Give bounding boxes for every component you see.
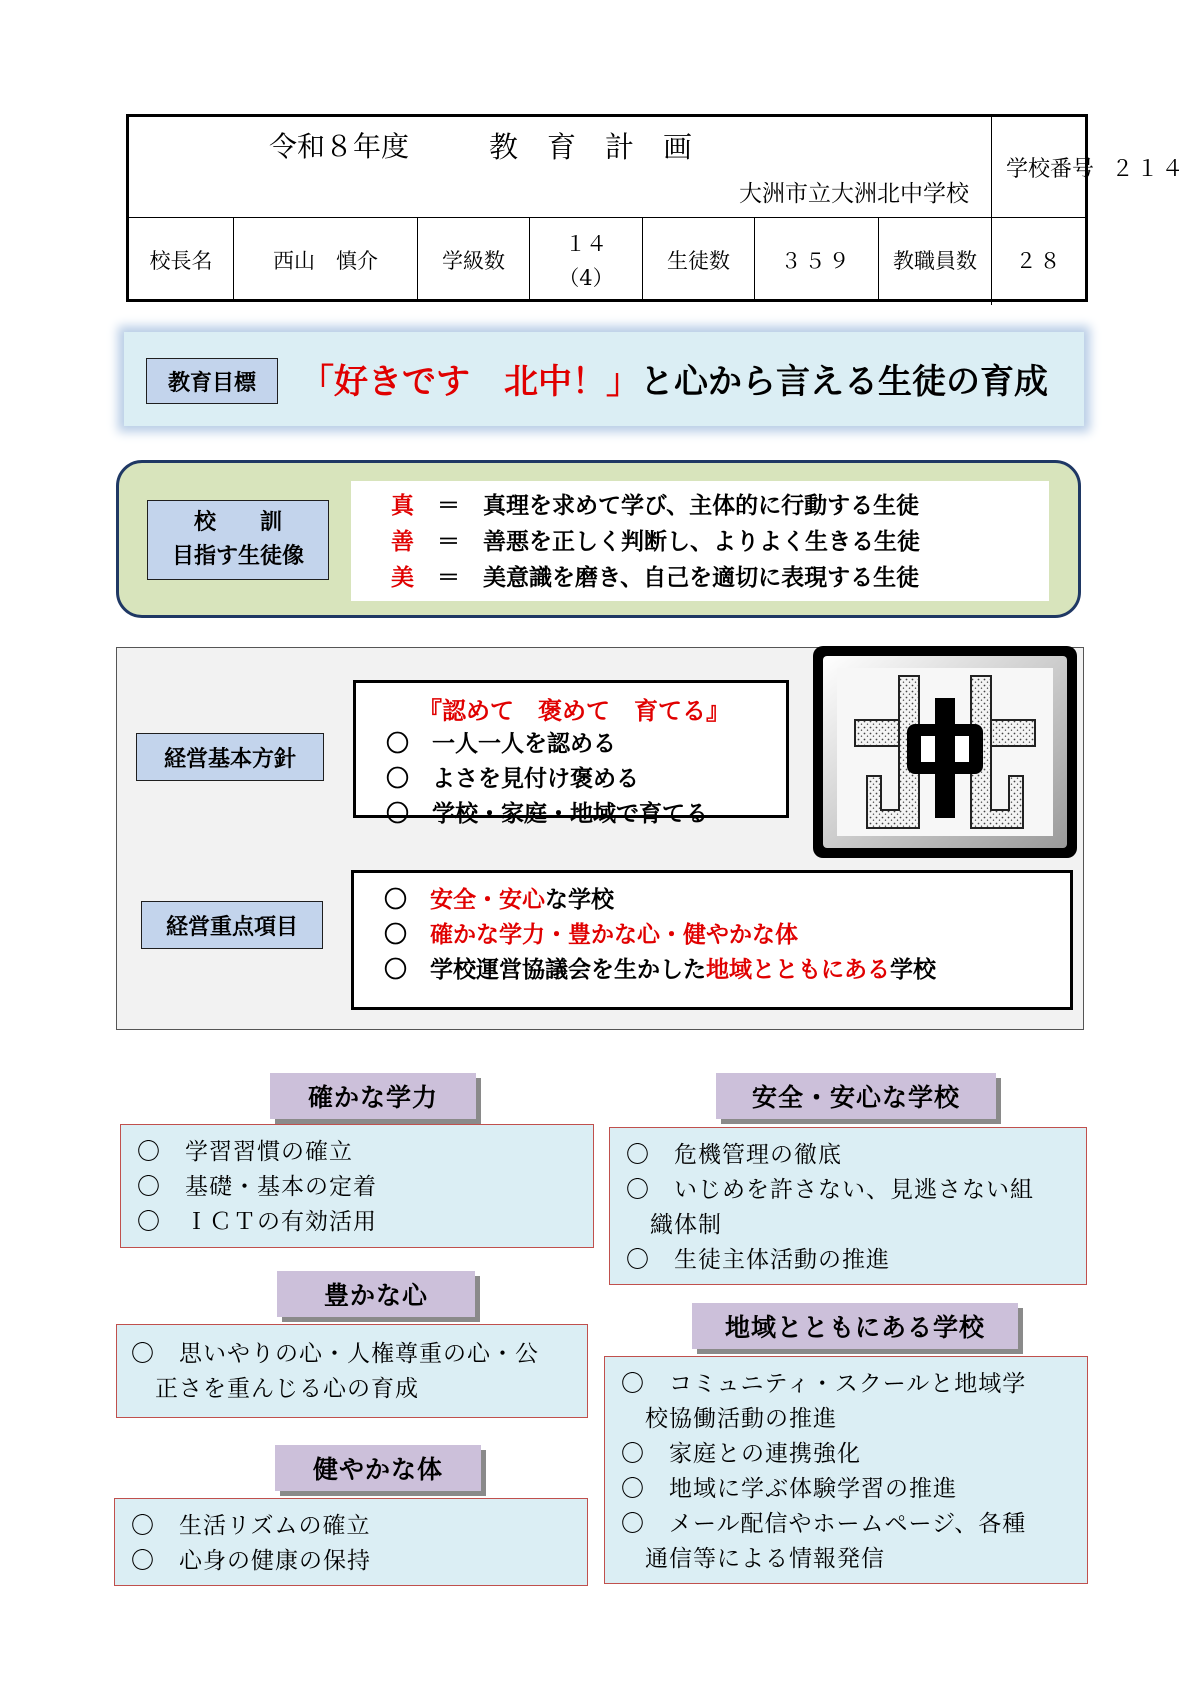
academic-item: 〇 基礎・基本の定着 <box>137 1174 377 1200</box>
priority-item: 〇 確かな学力・豊かな心・健やかな体 <box>384 922 798 948</box>
policy-item: 〇 学校・家庭・地域で育てる <box>386 801 708 827</box>
motto-label <box>147 500 329 580</box>
heart-title: 豊かな心 <box>277 1271 475 1317</box>
community-item: 〇 家庭との連携強化 <box>621 1441 861 1467</box>
community-item: 通信等による情報発信 <box>621 1546 885 1572</box>
academic-item: 〇 学習習慣の確立 <box>137 1139 353 1165</box>
community-item: 〇 メール配信やホームページ、各種 <box>621 1511 1027 1537</box>
safety-item: 〇 いじめを許さない、見逃さない組 <box>626 1177 1034 1203</box>
academic-item: 〇 ＩＣＴの有効活用 <box>137 1209 377 1235</box>
safety-item: 〇 危機管理の徹底 <box>626 1142 842 1168</box>
safety-item: 〇 生徒主体活動の推進 <box>626 1247 890 1273</box>
school-emblem-icon <box>809 642 1081 862</box>
body-item: 〇 心身の健康の保持 <box>131 1548 371 1574</box>
students-label: 生徒数 <box>667 249 730 273</box>
policy-slogan: 『認めて 褒めて 育てる』 <box>418 697 730 725</box>
school-number: ２１４ <box>1111 156 1187 182</box>
policy-item: 〇 一人一人を認める <box>386 731 616 757</box>
community-item: 〇 コミュニティ・スクールと地域学 <box>621 1371 1027 1397</box>
motto-item: 善 ＝ 善悪を正しく判断し、よりよく生きる生徒 <box>391 529 920 555</box>
community-box <box>604 1356 1088 1584</box>
plan-year: 令和８年度 <box>269 130 410 163</box>
community-title: 地域とともにある学校 <box>692 1303 1018 1349</box>
classes-special: （4） <box>558 266 614 290</box>
policy-label: 経営基本方針 <box>136 733 324 781</box>
body-title: 健やかな体 <box>275 1445 481 1491</box>
goal-slogan: 「好きです 北中！」 <box>300 362 640 402</box>
community-item: 〇 地域に学ぶ体験学習の推進 <box>621 1476 957 1502</box>
motto-item: 真 ＝ 真理を求めて学び、主体的に行動する生徒 <box>391 493 920 519</box>
heart-box <box>116 1324 588 1418</box>
safety-item: 織体制 <box>626 1212 722 1238</box>
principal-name: 西山 慎介 <box>273 249 378 273</box>
priorities-label: 経営重点項目 <box>141 901 323 949</box>
classes-value: １４ <box>565 232 607 256</box>
heart-item: 正さを重んじる心の育成 <box>131 1376 419 1402</box>
school-name: 大洲市立大洲北中学校 <box>739 180 969 207</box>
goal-rest: と心から言える生徒の育成 <box>640 362 1048 402</box>
policy-box <box>353 680 789 827</box>
header-table <box>126 114 1187 302</box>
classes-label: 学級数 <box>442 249 505 273</box>
priority-item: 〇 学校運営協議会を生かした地域とともにある学校 <box>384 957 936 983</box>
staff-count: ２８ <box>1015 249 1064 273</box>
students-count: ３５９ <box>780 249 853 273</box>
management-panel <box>116 647 1084 1030</box>
principal-label: 校長名 <box>149 249 213 273</box>
school-emblem <box>809 642 1081 862</box>
school-number-label: 学校番号 <box>1005 156 1094 182</box>
academic-title: 確かな学力 <box>270 1073 476 1119</box>
policy-item: 〇 よさを見付け褒める <box>386 766 639 792</box>
community-item: 校協働活動の推進 <box>621 1406 837 1432</box>
motto-label-line1: 校 訓 <box>193 510 282 535</box>
motto-list <box>351 481 1049 601</box>
priority-item: 〇 安全・安心な学校 <box>384 887 614 913</box>
heart-item: 〇 思いやりの心・人権尊重の心・公 <box>131 1341 539 1367</box>
education-goal-label: 教育目標 <box>146 358 278 404</box>
motto-label-line2: 目指す生徒像 <box>171 544 304 569</box>
safety-box <box>609 1127 1087 1285</box>
priorities-box <box>351 870 1073 1010</box>
motto-item: 美 ＝ 美意識を磨き、自己を適切に表現する生徒 <box>391 565 920 591</box>
body-box <box>114 1498 588 1586</box>
academic-box <box>120 1124 594 1248</box>
education-goal-banner <box>124 332 1084 426</box>
education-goal-text <box>300 354 1048 403</box>
body-item: 〇 生活リズムの確立 <box>131 1513 371 1539</box>
motto-panel <box>116 460 1081 618</box>
page-title: 教 育 計 画 <box>489 129 693 164</box>
safety-title: 安全・安心な学校 <box>716 1073 996 1119</box>
staff-label: 教職員数 <box>893 249 977 273</box>
